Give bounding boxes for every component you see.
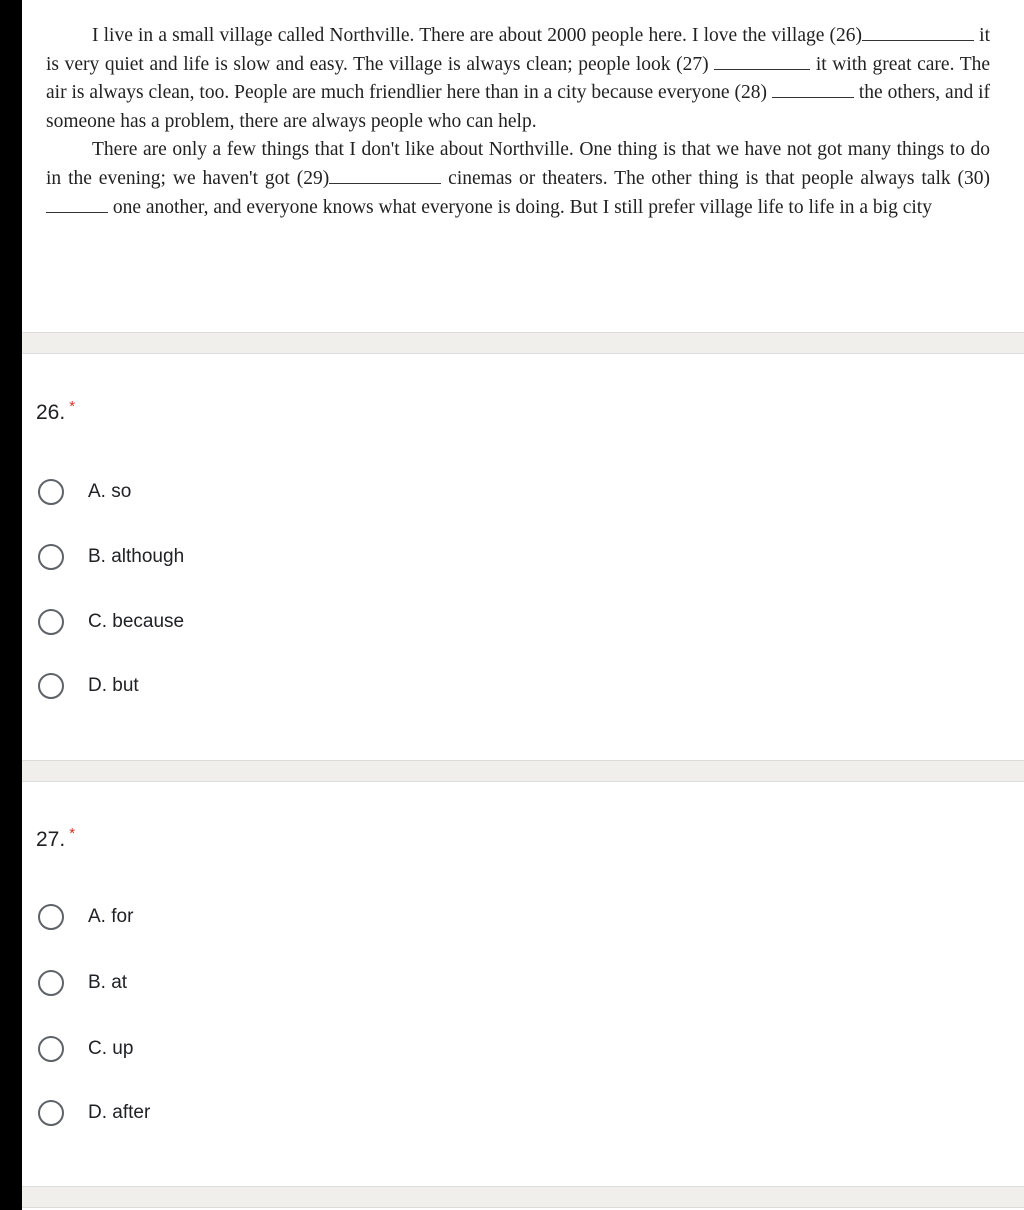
- blank-number-28: (28): [734, 82, 767, 104]
- blank-26: [862, 22, 974, 41]
- passage-text: cinemas or theaters. The other thing is that people always talk: [448, 167, 951, 189]
- option-26-b[interactable]: [38, 542, 184, 572]
- section-divider: [22, 760, 1024, 782]
- option-27-a[interactable]: [38, 902, 133, 932]
- question-26-title: [36, 398, 75, 425]
- option-label: A. so: [88, 481, 132, 502]
- question-number: 27.: [36, 828, 66, 851]
- required-asterisk: *: [69, 398, 76, 415]
- option-26-d[interactable]: [38, 671, 139, 701]
- passage-text: the others, and if someone has a problem, there are always people who can help.: [46, 82, 991, 132]
- passage-text: I live in a small village called Northville. There are about 2000 people here. I love the village: [92, 25, 825, 46]
- option-27-c[interactable]: [38, 1034, 133, 1064]
- option-label: B. although: [88, 546, 185, 567]
- option-26-c[interactable]: [38, 607, 184, 637]
- passage-paragraph-1: [46, 22, 990, 136]
- blank-number-27: (27): [676, 53, 709, 75]
- section-divider: [22, 1186, 1024, 1208]
- radio-circle-icon[interactable]: [38, 479, 64, 505]
- option-label: D. after: [88, 1102, 151, 1123]
- radio-circle-icon[interactable]: [38, 544, 64, 570]
- blank-28: [772, 79, 854, 98]
- question-number: 26.: [36, 401, 66, 424]
- blank-number-26: (26): [829, 25, 863, 46]
- option-27-d[interactable]: [38, 1098, 150, 1128]
- passage-text: it is very quiet and life is slow and easy. The village is always clean; people look: [46, 25, 991, 75]
- radio-circle-icon[interactable]: [38, 609, 64, 635]
- option-label: C. up: [88, 1038, 134, 1059]
- option-label: B. at: [88, 972, 128, 993]
- option-26-a[interactable]: [38, 477, 131, 507]
- question-27-title: [36, 825, 75, 852]
- blank-29: [329, 165, 441, 184]
- form-content: [22, 0, 1024, 1210]
- option-label: C. because: [88, 611, 185, 632]
- radio-circle-icon[interactable]: [38, 970, 64, 996]
- blank-number-30: (30): [957, 167, 991, 189]
- blank-27: [714, 51, 810, 70]
- option-label: A. for: [88, 906, 134, 927]
- passage-text: one another, and everyone knows what everyone is doing. But I still prefer village life to life in a big city: [112, 196, 932, 218]
- option-label: D. but: [88, 675, 139, 696]
- radio-circle-icon[interactable]: [38, 1036, 64, 1062]
- radio-circle-icon[interactable]: [38, 1100, 64, 1126]
- reading-passage: [46, 22, 990, 222]
- passage-text: There are only a few things that I don't like about Northville. One thing is that we have not got many things to do in the evening; we haven't got: [46, 139, 990, 189]
- passage-paragraph-2: [46, 136, 990, 222]
- blank-number-29: (29): [296, 167, 330, 189]
- radio-circle-icon[interactable]: [38, 904, 64, 930]
- passage-text: it with great care. The air is always clean, too. People are much friendlier here than in a city because everyone: [46, 53, 991, 104]
- radio-circle-icon[interactable]: [38, 673, 64, 699]
- option-27-b[interactable]: [38, 968, 127, 998]
- section-divider: [22, 332, 1024, 354]
- blank-30: [46, 194, 108, 213]
- required-asterisk: *: [69, 825, 76, 842]
